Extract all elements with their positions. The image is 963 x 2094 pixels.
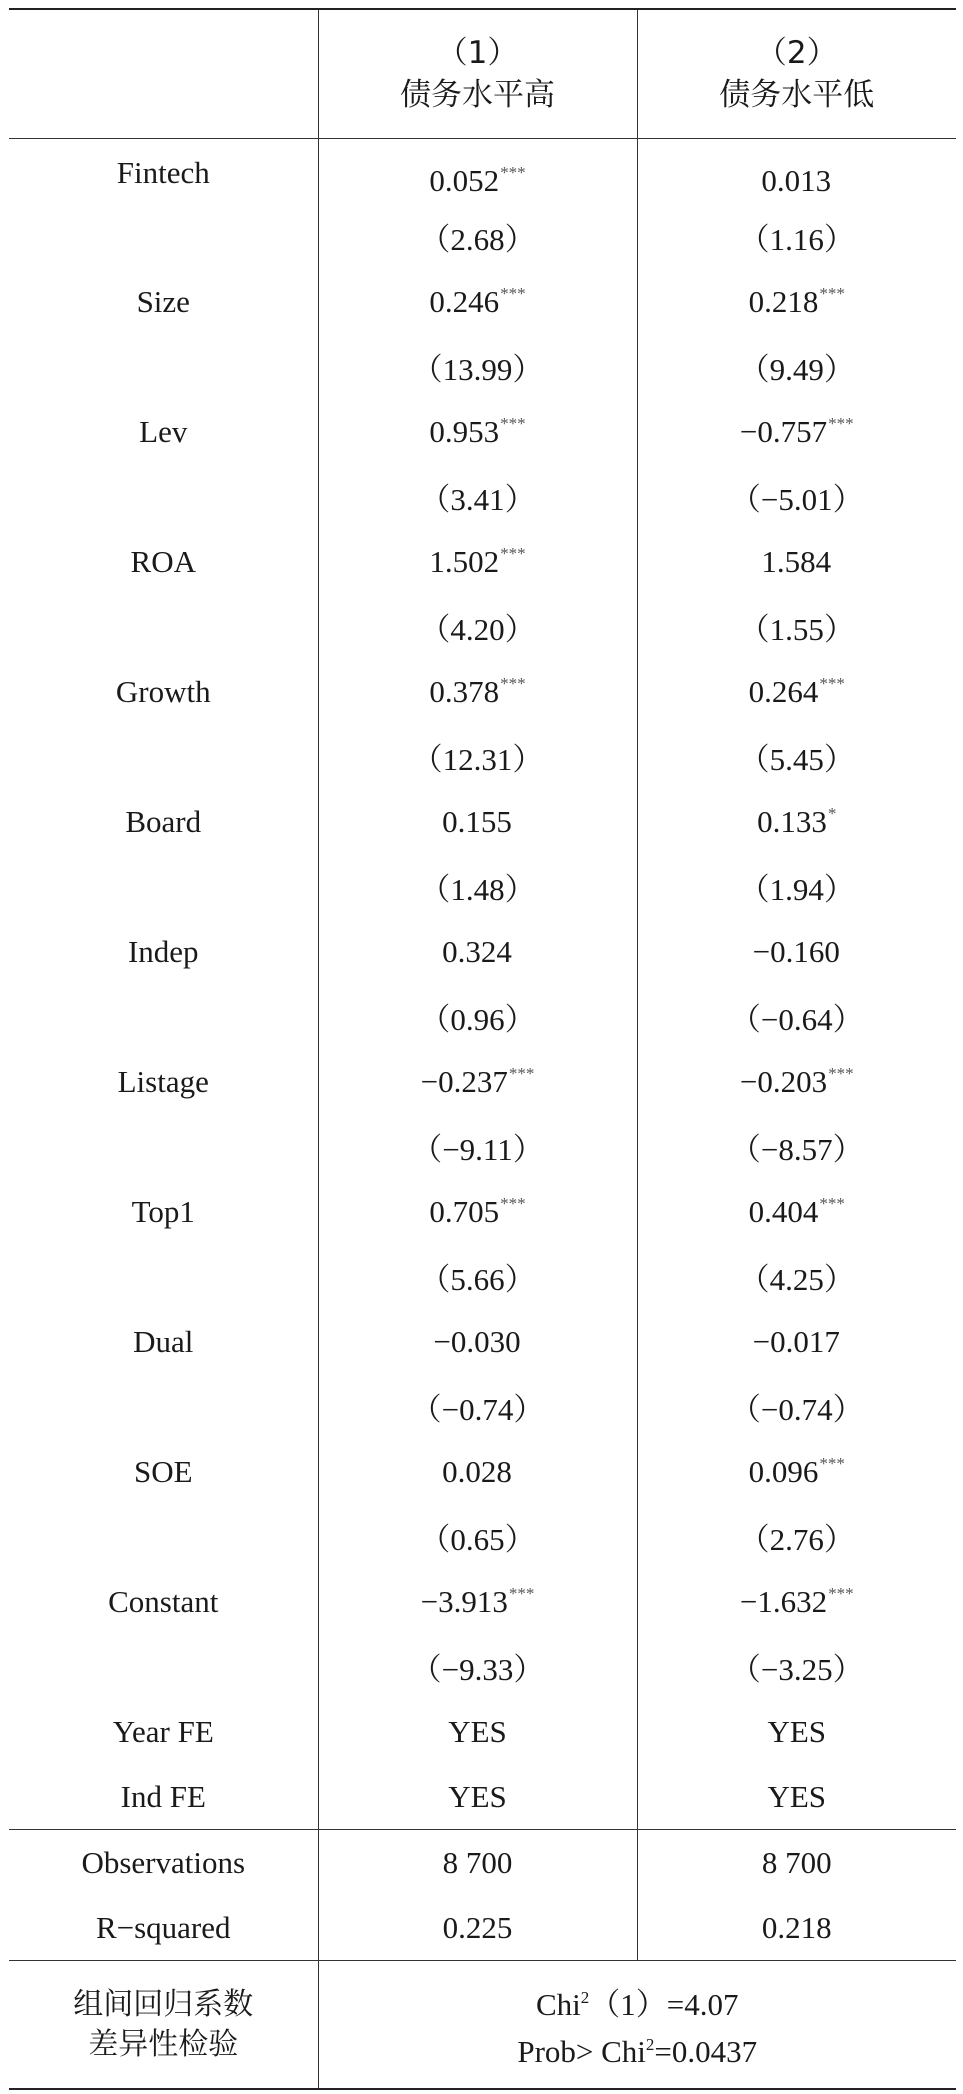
difference-test-result [318,1961,956,2090]
coefficient-row [9,399,956,464]
statistic-name: Observations [9,1830,318,1896]
t-statistic-row [9,464,956,529]
coefficient-col1 [318,529,637,594]
variable-name: Dual [133,1323,194,1359]
significance-stars: *** [508,1063,535,1083]
test-text-suffix: =0.0437 [654,2033,758,2069]
coefficient-value: −0.237 [420,1063,508,1099]
coefficient-row [9,659,956,724]
coefficient-row [9,269,956,334]
coefficient-value: 0.013 [761,163,832,198]
test-text-prefix: Prob> Chi [517,2033,646,2069]
coefficient-value: −0.757 [739,413,828,449]
coefficient-col2 [637,1049,956,1114]
coefficient-col2 [637,919,956,984]
significance-stars: *** [819,1193,845,1213]
t-stat-col1: （1.48） [318,854,637,919]
significance-stars: * [827,803,837,823]
significance-stars: *** [828,1583,854,1603]
coefficient-value: 0.218 [748,283,819,319]
t-stat-label-empty [9,1504,318,1569]
t-stat-label-empty [9,464,318,529]
t-stat-col1: （−9.11） [318,1114,637,1179]
variable-name: Fintech [116,155,210,190]
t-stat-col1: （−0.74） [318,1374,637,1439]
statistic-name: R−squared [95,1909,231,1945]
fixed-effect-name: Ind FE [120,1778,206,1814]
coefficient-col2 [637,139,956,205]
header-col2-number: （2） [755,35,838,71]
header-col1-number: （1） [436,35,519,71]
regression-table [9,8,956,2090]
coefficient-row [9,529,956,594]
t-statistic-row [9,854,956,919]
variable-name: Board [125,803,202,839]
coefficient-row [9,1439,956,1504]
fixed-effect-name: Year FE [112,1713,214,1749]
variable-name: Top1 [131,1193,195,1229]
t-stat-col2: （1.94） [637,854,956,919]
coefficient-row [9,139,956,205]
coefficient-col1 [318,919,637,984]
coefficient-value: 0.133 [757,803,827,839]
coefficient-col1 [318,659,637,724]
test-text-suffix: （1）=4.07 [589,1986,739,2022]
header-col2 [637,9,956,139]
coefficient-col1 [318,1569,637,1634]
significance-stars: *** [828,413,854,433]
coefficient-value: 0.096 [748,1453,819,1489]
statistic-col2: 0.218 [637,1895,956,1961]
t-statistic-row [9,1114,956,1179]
coefficient-col2 [637,399,956,464]
variable-name: Listage [117,1063,209,1099]
variable-name: Lev [139,413,188,449]
t-stat-col2: （2.76） [637,1504,956,1569]
t-stat-label-empty [9,1244,318,1309]
table-header-row [9,9,956,139]
variable-name: Size [136,283,190,319]
coefficient-col2 [637,1309,956,1374]
coefficient-value: 0.324 [442,933,512,969]
t-stat-col1: （13.99） [318,334,637,399]
t-stat-label-empty [9,334,318,399]
coefficient-col2 [637,1179,956,1244]
t-stat-col1: （0.65） [318,1504,637,1569]
coefficient-row [9,1049,956,1114]
coefficient-col1 [318,1179,637,1244]
t-statistic-row [9,1374,956,1439]
statistic-row [9,1830,956,1896]
t-stat-col1: （12.31） [318,724,637,789]
coefficient-row [9,1179,956,1244]
t-stat-col1: （2.68） [318,204,637,269]
significance-stars: *** [819,1453,845,1473]
coefficient-col2 [637,659,956,724]
t-stat-col2: （−3.25） [637,1634,956,1699]
significance-stars: *** [500,283,526,303]
coefficient-value: −0.017 [752,1323,840,1359]
coefficient-col2 [637,1569,956,1634]
fixed-effect-col2: YES [637,1699,956,1764]
fixed-effect-col1: YES [318,1699,637,1764]
variable-name: SOE [133,1453,193,1489]
t-stat-col2: （9.49） [637,334,956,399]
statistic-row [9,1895,956,1961]
t-stat-col1: （−9.33） [318,1634,637,1699]
t-stat-col1: （3.41） [318,464,637,529]
coefficient-col1 [318,789,637,854]
t-stat-label-empty [9,1114,318,1179]
coefficient-value: 0.378 [429,673,500,709]
variable-name: Growth [115,673,211,709]
t-stat-col2: （−8.57） [637,1114,956,1179]
coefficient-value: 0.052 [429,163,500,198]
header-col2-label: 债务水平低 [719,77,875,113]
coefficient-col2 [637,789,956,854]
t-statistic-row [9,594,956,659]
t-stat-label-empty [9,854,318,919]
t-stat-col2: （−5.01） [637,464,956,529]
coefficient-col2 [637,269,956,334]
t-stat-col2: （5.45） [637,724,956,789]
coefficient-row [9,919,956,984]
coefficient-col1 [318,1439,637,1504]
t-stat-col1: （4.20） [318,594,637,659]
test-text-prefix: Chi [535,1986,581,2022]
coefficient-col2 [637,1439,956,1504]
significance-stars: *** [500,673,526,693]
significance-stars: *** [819,673,845,693]
coefficient-col1 [318,1309,637,1374]
variable-name: Indep [127,933,199,969]
coefficient-value: 0.705 [429,1193,500,1229]
significance-stars: *** [500,163,526,182]
fixed-effect-col1: YES [318,1764,637,1830]
coefficient-value: 0.155 [442,803,512,839]
t-stat-col2: （1.55） [637,594,956,659]
test-superscript: 2 [645,2034,655,2054]
t-stat-label-empty [9,594,318,659]
t-statistic-row [9,1634,956,1699]
fixed-effect-col2: YES [637,1764,956,1830]
coefficient-value: 1.502 [429,543,500,579]
coefficient-row [9,1309,956,1374]
significance-stars: *** [508,1583,535,1603]
coefficient-value: −0.203 [739,1063,828,1099]
significance-stars: *** [500,413,526,433]
t-stat-label-empty [9,1634,318,1699]
t-statistic-row [9,984,956,1049]
coefficient-value: 0.264 [748,673,819,709]
t-statistic-row [9,334,956,399]
coefficient-value: 0.028 [442,1453,512,1489]
header-col1-label: 债务水平高 [400,77,555,113]
coefficient-col2 [637,529,956,594]
variable-name: ROA [130,543,196,579]
difference-test-label-line: 差异性检验 [88,2026,239,2062]
coefficient-col1 [318,1049,637,1114]
header-empty-cell [9,9,318,139]
t-statistic-row [9,1504,956,1569]
difference-test-label [9,1961,318,2090]
chi-square-line [319,1978,957,2025]
t-stat-label-empty [9,724,318,789]
coefficient-row [9,789,956,854]
test-superscript: 2 [580,1987,590,2007]
coefficient-value: 0.246 [429,283,500,319]
coefficient-value: −0.160 [752,933,840,969]
statistic-col1: 0.225 [318,1895,637,1961]
p-value-line [319,2025,957,2072]
t-stat-label-empty [9,984,318,1049]
fixed-effect-row [9,1764,956,1830]
t-statistic-row [9,204,956,269]
variable-name: Constant [108,1583,219,1619]
coefficient-value: 0.404 [748,1193,819,1229]
significance-stars: *** [819,283,845,303]
statistic-col1: 8 700 [318,1830,637,1896]
t-stat-col2: （1.16） [637,204,956,269]
t-stat-col2: （−0.64） [637,984,956,1049]
t-stat-col1: （5.66） [318,1244,637,1309]
significance-stars: *** [500,543,526,563]
t-statistic-row [9,724,956,789]
table-body [9,139,956,2090]
coefficient-row [9,1569,956,1634]
coefficient-col1 [318,269,637,334]
t-stat-col2: （−0.74） [637,1374,956,1439]
significance-stars: *** [500,1193,526,1213]
t-stat-col2: （4.25） [637,1244,956,1309]
coefficient-value: 1.584 [761,543,832,579]
t-statistic-row [9,1244,956,1309]
difference-test-row [9,1961,956,2090]
t-stat-label-empty [9,204,318,269]
coefficient-value: 0.953 [429,413,500,449]
t-stat-label-empty [9,1374,318,1439]
coefficient-col1 [318,139,637,205]
coefficient-value: −1.632 [739,1583,828,1619]
fixed-effect-row [9,1699,956,1764]
coefficient-col1 [318,399,637,464]
header-col1 [318,9,637,139]
coefficient-value: −0.030 [433,1323,521,1359]
difference-test-label-line: 组间回归系数 [73,1986,254,2022]
statistic-col2: 8 700 [637,1830,956,1896]
significance-stars: *** [828,1063,854,1083]
coefficient-value: −3.913 [420,1583,508,1619]
t-stat-col1: （0.96） [318,984,637,1049]
